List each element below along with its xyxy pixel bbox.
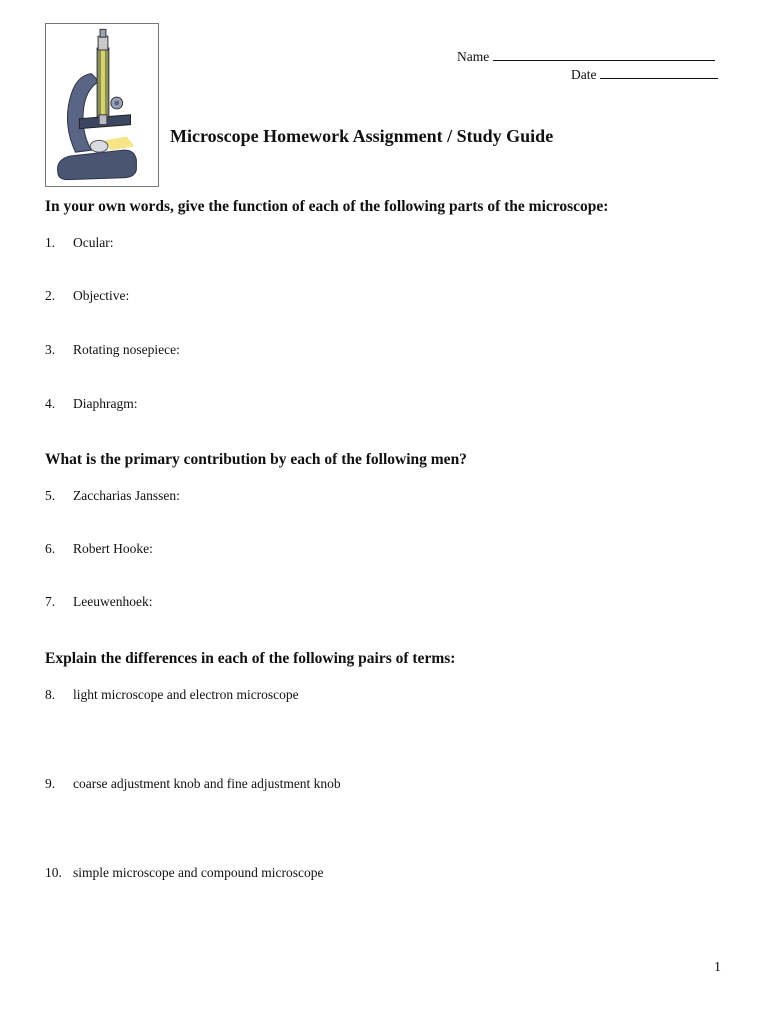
- name-field[interactable]: [457, 48, 715, 65]
- question-text: Diaphragm:: [73, 396, 138, 411]
- question-number: 3.: [45, 342, 56, 357]
- section-2-heading: What is the primary contribution by each of the following men?: [45, 451, 467, 468]
- question-number: 6.: [45, 541, 56, 556]
- question-number: 10.: [45, 865, 62, 880]
- question-4: [45, 396, 137, 412]
- name-label: Name: [457, 49, 490, 64]
- question-5: [45, 488, 180, 504]
- question-8: [45, 687, 299, 703]
- question-9: [45, 776, 341, 792]
- question-number: 7.: [45, 594, 56, 609]
- question-number: 9.: [45, 776, 56, 791]
- microscope-illustration: [45, 23, 159, 187]
- microscope-icon: [46, 24, 158, 186]
- question-6: [45, 541, 153, 557]
- date-label: Date: [571, 67, 597, 82]
- page-number: 1: [714, 960, 721, 975]
- question-number: 1.: [45, 235, 56, 250]
- question-number: 5.: [45, 488, 56, 503]
- question-number: 8.: [45, 687, 56, 702]
- question-text: Leeuwenhoek:: [73, 594, 153, 609]
- question-7: [45, 594, 152, 610]
- question-number: 2.: [45, 288, 56, 303]
- question-text: coarse adjustment knob and fine adjustment knob: [73, 776, 341, 791]
- question-number: 4.: [45, 396, 56, 411]
- question-text: Robert Hooke:: [73, 541, 153, 556]
- page-title: Microscope Homework Assignment / Study Guide: [170, 126, 554, 146]
- date-field[interactable]: [571, 66, 718, 83]
- question-text: simple microscope and compound microscope: [73, 865, 324, 880]
- question-3: [45, 342, 180, 358]
- question-text: Objective:: [73, 288, 130, 303]
- question-1: [45, 235, 113, 251]
- question-10: [45, 865, 323, 881]
- section-1-heading: In your own words, give the function of each of the following parts of the microscope:: [45, 198, 609, 215]
- section-3-heading: Explain the differences in each of the following pairs of terms:: [45, 650, 456, 667]
- question-2: [45, 288, 129, 304]
- date-line: [600, 66, 718, 79]
- question-text: light microscope and electron microscope: [73, 687, 299, 702]
- question-text: Zaccharias Janssen:: [73, 488, 180, 503]
- name-line: [493, 48, 715, 61]
- question-text: Rotating nosepiece:: [73, 342, 180, 357]
- question-text: Ocular:: [73, 235, 114, 250]
